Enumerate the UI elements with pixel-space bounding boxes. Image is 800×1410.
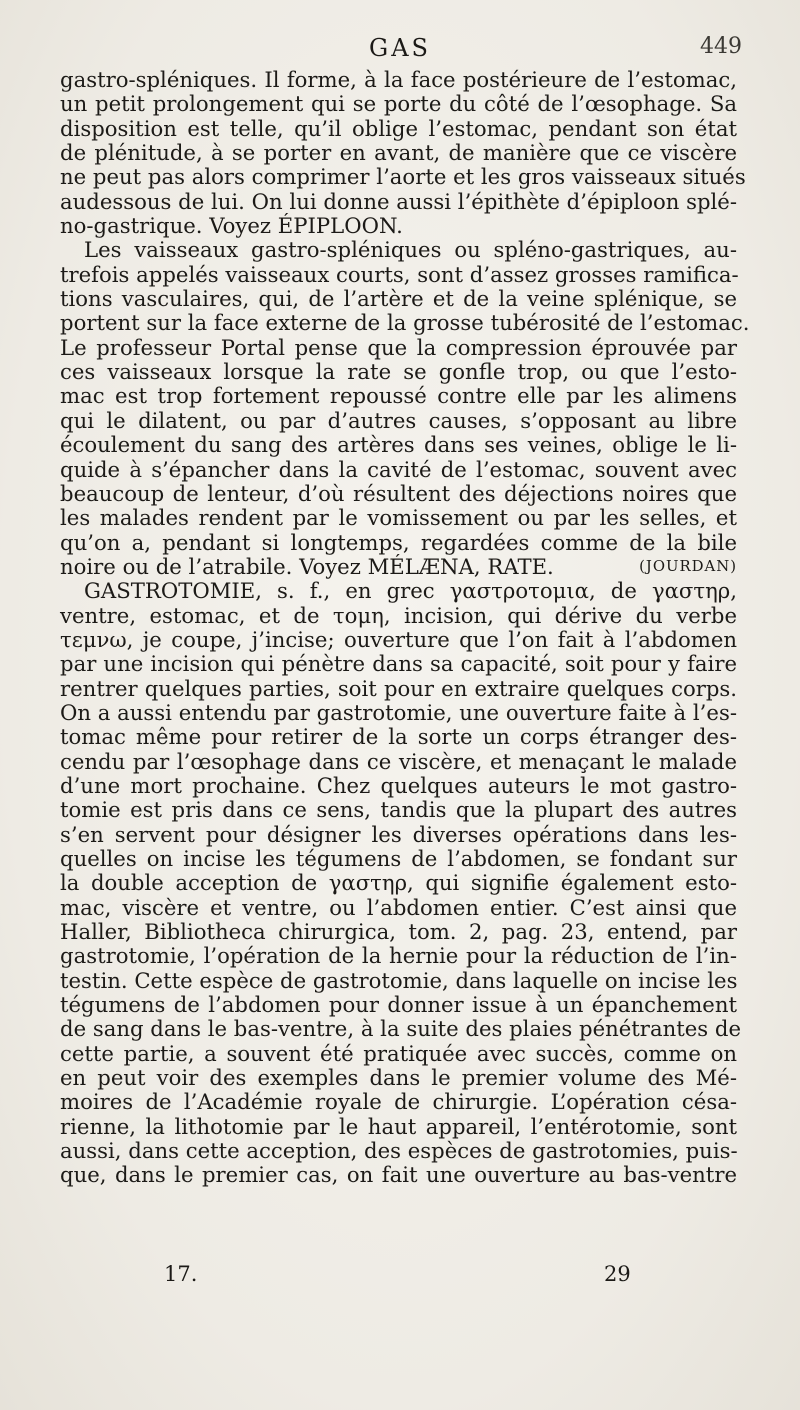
- text-line: ne peut pas alors comprimer l’aorte et les gros vaisseaux situés: [60, 164, 746, 190]
- running-head: GAS: [369, 34, 431, 62]
- text-line: disposition est telle, qu’il oblige l’estomac, pendant son état: [60, 115, 737, 141]
- text-line: no-gastrique. Voyez ÉPIPLOON.: [60, 213, 403, 239]
- gathering-number: 29: [604, 1262, 631, 1286]
- text-line: beaucoup de lenteur, d’où résultent des déjections noires que: [60, 480, 737, 506]
- signature-mark: 17.: [164, 1262, 198, 1286]
- text-line: mac, viscère et ventre, ou l’abdomen entier. C’est ainsi que: [60, 894, 737, 920]
- text-line: les malades rendent par le vomissement ou par les selles, et: [60, 505, 737, 531]
- text-line: cette partie, a souvent été pratiquée avec succès, comme on: [60, 1040, 737, 1066]
- page-footer: [60, 1262, 740, 1292]
- author-signature: (JOURDAN): [639, 557, 737, 575]
- text-line: testin. Cette espèce de gastrotomie, dans laquelle on incise les: [60, 967, 738, 993]
- text-line: quelles on incise les tégumens de l’abdomen, se fondant sur: [60, 846, 737, 871]
- text-line: audessous de lui. On lui donne aussi l’épithète d’épiploon splé-: [60, 188, 737, 214]
- text-line: s’en servent pour désigner les diverses opérations dans les-: [60, 821, 737, 847]
- text-line: gastro-spléniques. Il forme, à la face postérieure de l’estomac,: [60, 67, 737, 92]
- page-number: 449: [700, 34, 742, 59]
- text-line: rentrer quelques parties, soit pour en extraire quelques corps.: [60, 675, 737, 701]
- text-line: tégumens de l’abdomen pour donner issue à un épanchement: [60, 992, 737, 1018]
- text-line: ces vaisseaux lorsque la rate se gonfle trop, ou que l’esto-: [60, 359, 737, 385]
- text-line: cendu par l’œsophage dans ce viscère, et menaçant le malade: [60, 748, 737, 774]
- text-line: noire ou de l’atrabile. Voyez MÉLÆNA, RATE.: [60, 553, 554, 579]
- text-line: trefois appelés vaisseaux courts, sont d’assez grosses ramifica-: [60, 261, 739, 287]
- text-line: tomie est pris dans ce sens, tandis que la plupart des autres: [60, 797, 737, 823]
- text-line: Les vaisseaux gastro-spléniques ou spléno-gastriques, au-: [84, 237, 737, 263]
- text-line: aussi, dans cette acception, des espèces de gastrotomies, puis-: [60, 1138, 738, 1164]
- text-line: de sang dans le bas-ventre, à la suite des plaies pénétrantes de: [60, 1016, 741, 1042]
- text-line: gastrotomie, l’opération de la hernie pour la réduction de l’in-: [60, 943, 737, 969]
- text-line: par une incision qui pénètre dans sa capacité, soit pour y faire: [60, 651, 737, 677]
- text-line: rienne, la lithotomie par le haut appareil, l’entérotomie, sont: [60, 1113, 737, 1139]
- text-line: que, dans le premier cas, on fait une ouverture au bas-ventre: [60, 1162, 737, 1188]
- text-line: tions vasculaires, qui, de l’artère et de la veine splénique, se: [60, 286, 737, 312]
- text-line: mac est trop fortement repoussé contre elle par les alimens: [60, 383, 737, 409]
- text-line: tomac même pour retirer de la sorte un corps étranger des-: [60, 724, 737, 750]
- page-body-text: [60, 67, 750, 1188]
- text-line: qu’on a, pendant si longtemps, regardées comme de la bile: [60, 529, 737, 555]
- text-line: Le professeur Portal pense que la compression éprouvée par: [60, 334, 737, 360]
- text-line: quide à s’épancher dans la cavité de l’estomac, souvent avec: [60, 456, 737, 482]
- entry-headword-line: GASTROTOMIE, s. f., en grec γαστροτομια, de γαστηρ,: [84, 578, 737, 604]
- text-line: ventre, estomac, et de τομη, incision, qui dérive du verbe: [60, 602, 737, 628]
- text-line: écoulement du sang des artères dans ses veines, oblige le li-: [60, 432, 737, 458]
- text-line: la double acception de γαστηρ, qui signifie également esto-: [60, 870, 737, 896]
- text-line: τεμνω, je coupe, j’incise; ouverture que l’on fait à l’abdomen: [60, 626, 737, 652]
- text-line: un petit prolongement qui se porte du côté de l’œsophage. Sa: [60, 91, 737, 117]
- text-line: portent sur la face externe de la grosse tubérosité de l’estomac.: [60, 310, 750, 336]
- text-line: On a aussi entendu par gastrotomie, une ouverture faite à l’es-: [60, 699, 737, 725]
- text-line: Haller, Bibliotheca chirurgica, tom. 2, pag. 23, entend, par: [60, 919, 737, 945]
- text-line: de plénitude, à se porter en avant, de manière que ce viscère: [60, 140, 737, 166]
- text-line-with-signature: [60, 555, 737, 579]
- text-line: d’une mort prochaine. Chez quelques auteurs le mot gastro-: [60, 772, 737, 798]
- text-line: qui le dilatent, ou par d’autres causes, s’opposant au libre: [60, 407, 737, 433]
- text-line: moires de l’Académie royale de chirurgie. L’opération césa-: [60, 1089, 737, 1115]
- text-line: en peut voir des exemples dans le premier volume des Mé-: [60, 1065, 737, 1091]
